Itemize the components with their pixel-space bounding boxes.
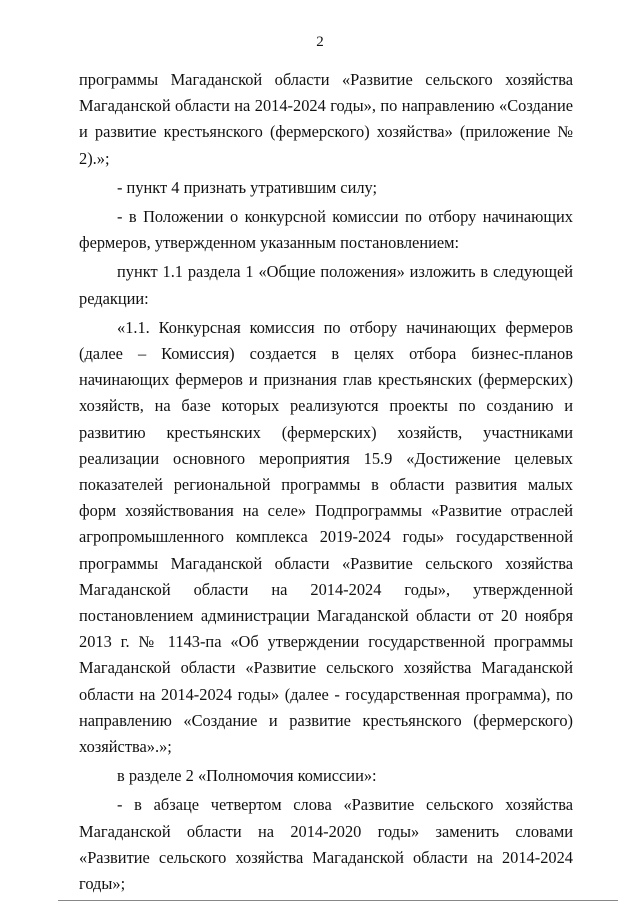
page-bottom-divider <box>58 900 618 901</box>
paragraph-program-continuation: программы Магаданской области «Развитие сельского хозяйства Магаданской области на 2014-2024 годы», по направлению «Создание и развитие крестьянского (фермерского) хозяйства» (приложение № 2).»; <box>79 70 573 168</box>
page-number: 2 <box>316 34 324 50</box>
paragraph-section-1-amendment: пункт 1.1 раздела 1 «Общие положения» изложить в следующей редакции: <box>79 262 573 308</box>
paragraph-section-2-heading: в разделе 2 «Полномочия комиссии»: <box>117 766 377 786</box>
paragraph-clause-1-1: «1.1. Конкурсная комиссия по отбору начинающих фермеров (далее – Комиссия) создается в целях отбора бизнес-планов начинающих фермеров и признания глав крестьянских (фермерских) хозяйств, на базе которых реализуются проекты по созданию и развитию крестьянских (фермерских) хозяйств, участниками реализации основного мероприятия 15.9 «Достижение целевых показателей региональной программы в области развития малых форм хозяйствования на селе» Подпрограммы «Развитие отраслей агропромышленного комплекса 2019-2024 годы» государственной программы Магаданской области «Развитие сельского хозяйства Магаданской области на 2014-2024 годы», утвержденной постановлением администрации Магаданской области от 20 ноября 2013 г. № 1143-па «Об утверждении государственной программы Магаданской области «Развитие сельского хозяйства Магаданской области на 2014-2024 годы» (далее - государственная программа), по направлению «Создание и развитие крестьянского (фермерского) хозяйства».»; <box>79 317 573 757</box>
paragraph-fourth-indent-replacement: - в абзаце четвертом слова «Развитие сельского хозяйства Магаданской области на 2014-2020 годы» заменить словами «Развитие сельского хозяйства Магаданской области на 2014-2024 годы»; <box>79 795 573 894</box>
paragraph-item-4-void: - пункт 4 признать утратившим силу; <box>117 177 378 197</box>
document-body <box>79 67 573 897</box>
paragraph-commission-regulation: - в Положении о конкурсной комиссии по отбору начинающих фермеров, утвержденном указанным постановлением: <box>79 207 573 253</box>
